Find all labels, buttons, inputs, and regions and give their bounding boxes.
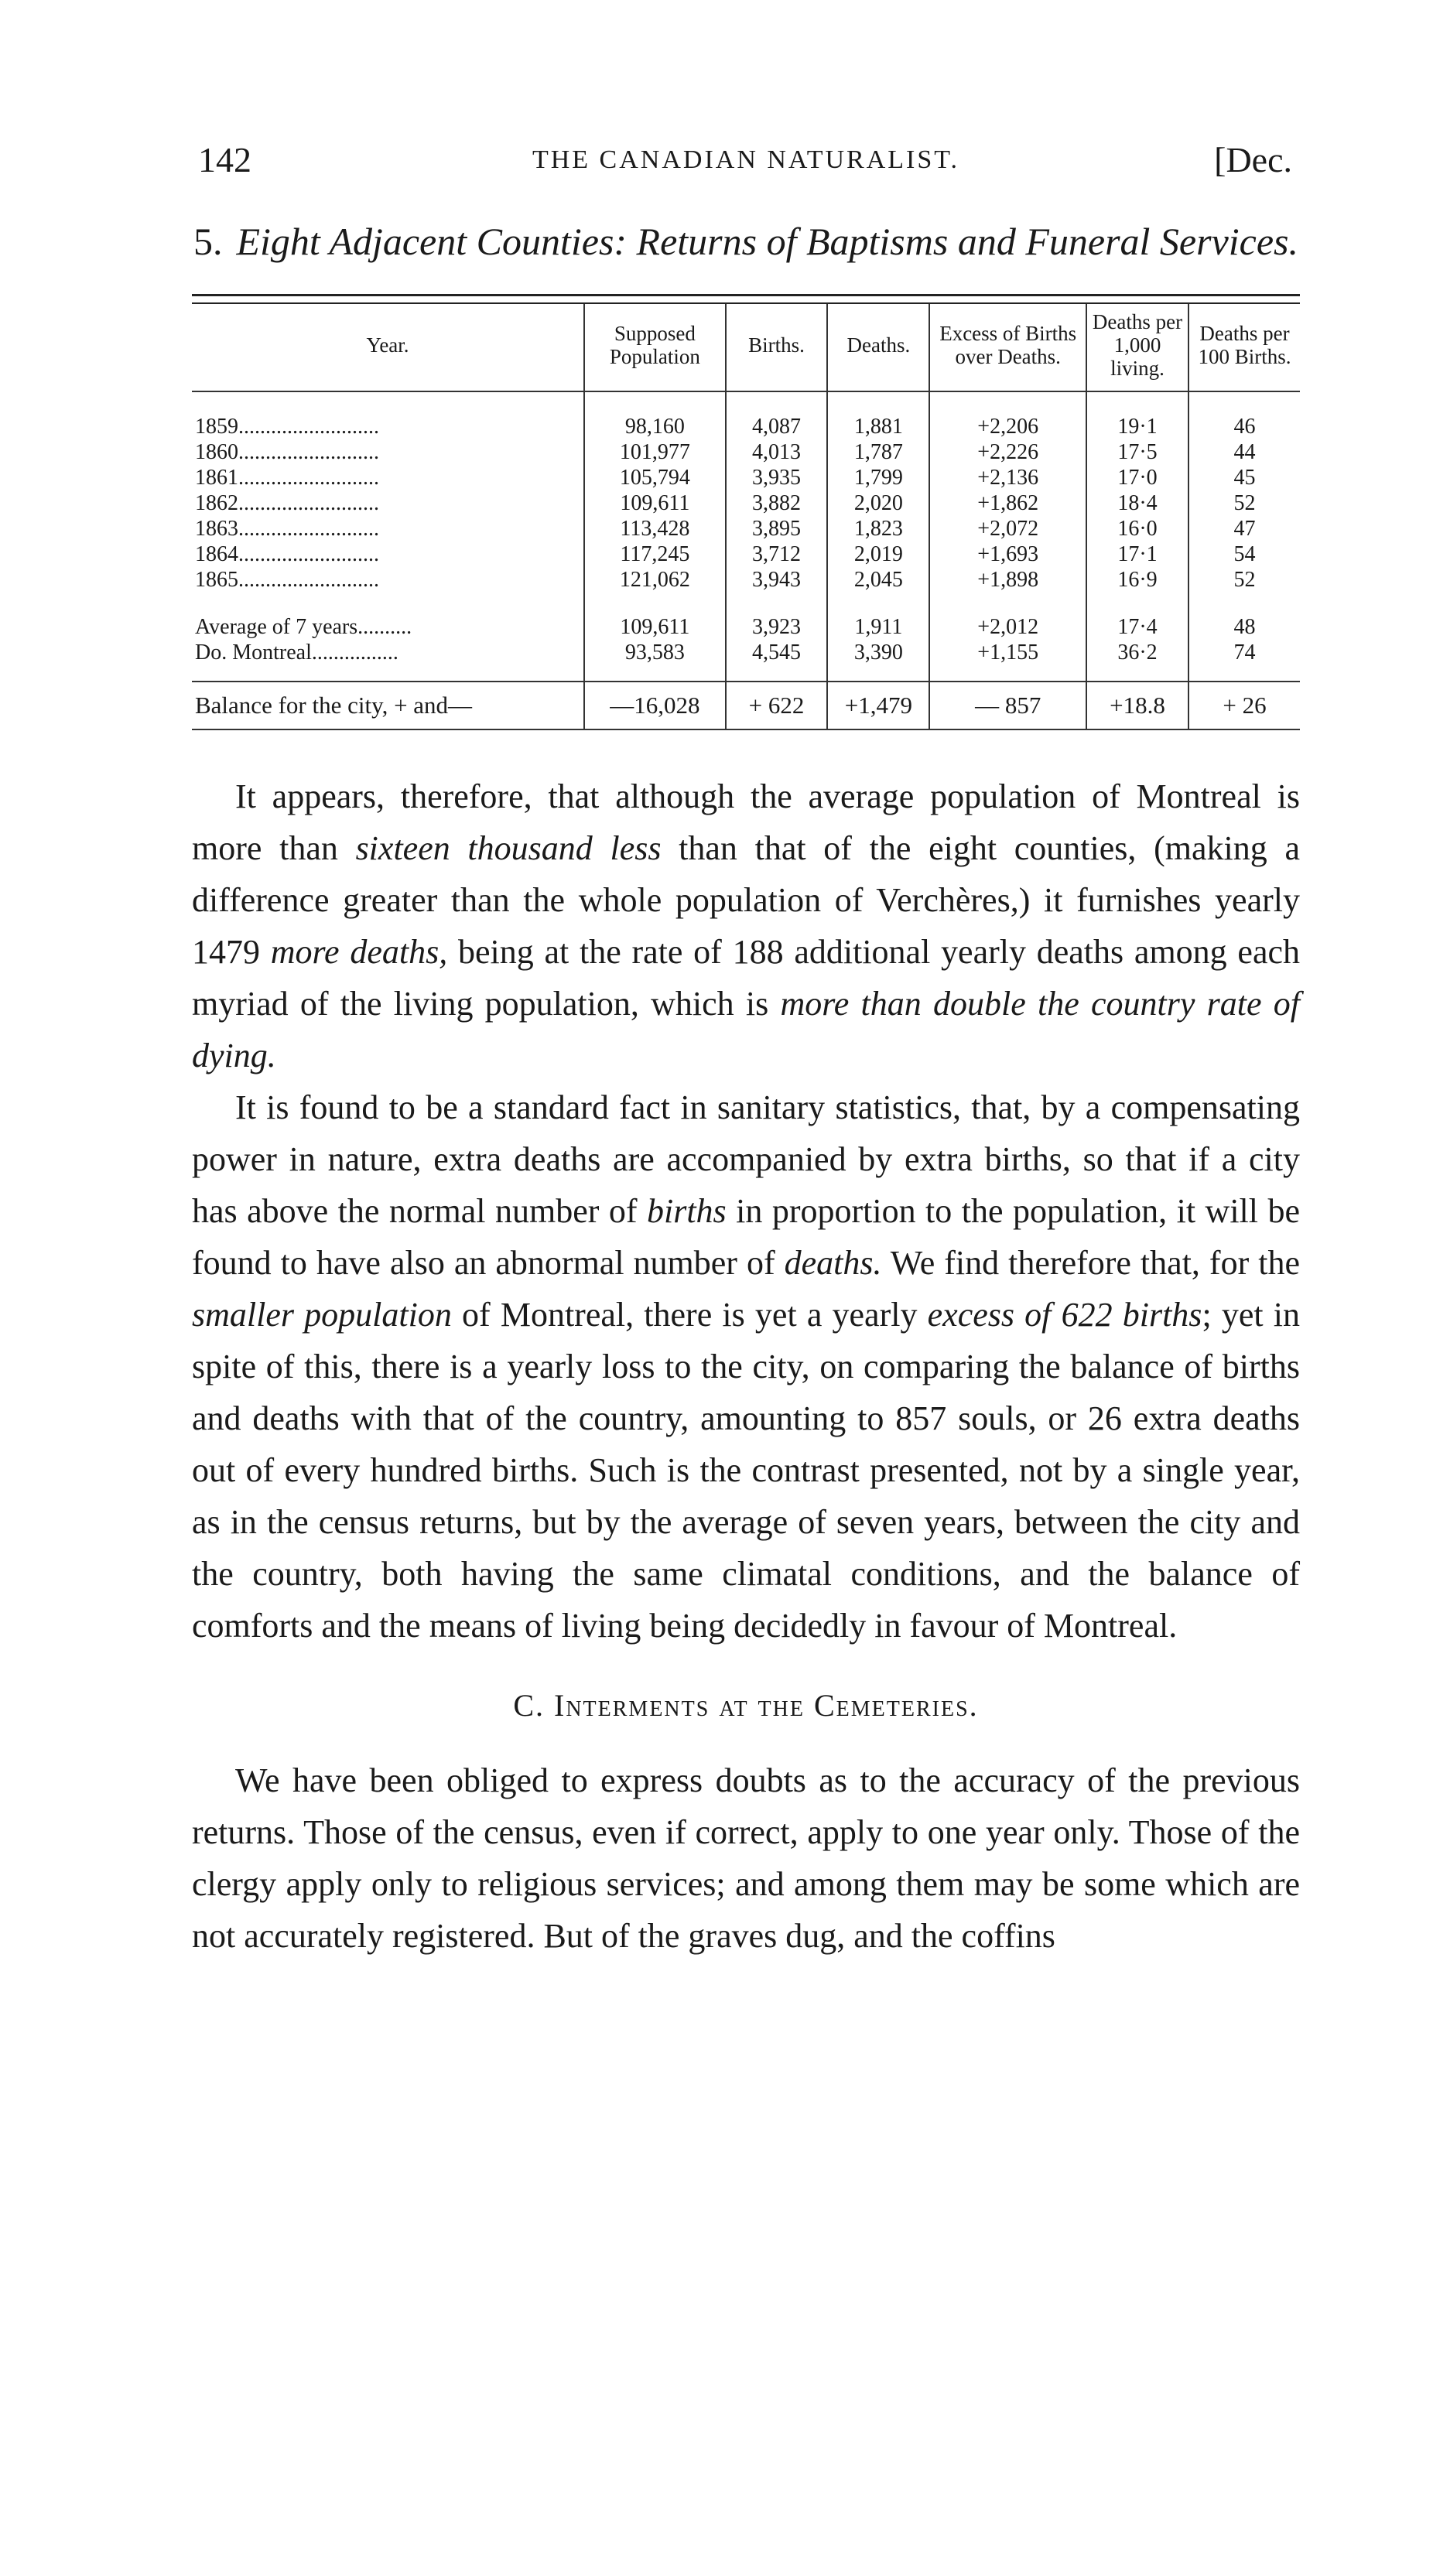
row-label: 1865..........................: [195, 568, 379, 592]
text-run: It is found to be a standard fact in sanitary statistics, that, by a compensating power in nature, extra deaths are accompanied by extra births, so that if a city has above the normal number of: [192, 1088, 1300, 1230]
cell-population: 109,611: [584, 490, 726, 516]
cell-per-births: 46: [1188, 414, 1300, 439]
text-run: ; yet in spite of this, there is a yearly loss to the city, on comparing the balance of births and deaths with that of the country, amounting to 857 souls, or 26 extra deaths out of every hundred births. Such is the contrast presented, not by a single year, as in the census returns, but by the average of seven years, between the city and the country, both having the same climatal conditions, and the balance of comforts and the means of living being decidedly in favour of Montreal.: [192, 1296, 1300, 1645]
row-label-text: 1861: [195, 466, 238, 490]
row-label-text: Balance for the city, + and—: [195, 692, 473, 719]
running-head: [192, 139, 1300, 193]
cell-excess: +1,155: [929, 640, 1086, 665]
cell-births: 4,087: [726, 414, 828, 439]
col-header-population: Supposed Population: [584, 304, 726, 391]
cell-per-living: 17·1: [1086, 542, 1188, 567]
section-mark: [Dec.: [1214, 140, 1292, 179]
table-row: [192, 465, 1300, 490]
cell-per-living: 36·2: [1086, 640, 1188, 665]
cell-deaths: 3,390: [827, 640, 929, 665]
row-label-text: 1862: [195, 491, 238, 515]
section-title-text: Eight Adjacent Counties: Returns of Baptisms and Funeral Services.: [236, 220, 1298, 263]
running-title: THE CANADIAN NATURALIST.: [532, 145, 960, 174]
table-row: [192, 516, 1300, 542]
section-number: 5.: [193, 220, 223, 263]
cell-population: 105,794: [584, 465, 726, 490]
cell-population: 113,428: [584, 516, 726, 542]
italic-run: excess of 622 births: [927, 1296, 1202, 1334]
cell-deaths: 1,881: [827, 414, 929, 439]
body-text: [192, 770, 1300, 1652]
cell-births: 3,895: [726, 516, 828, 542]
table-row: [192, 414, 1300, 439]
table-rule-top: [192, 294, 1300, 296]
cell-per-births: 48: [1188, 614, 1300, 640]
italic-run: smaller population: [192, 1296, 452, 1334]
body-text-continued: [192, 1754, 1300, 1962]
text-run: of Montreal, there is yet a yearly: [451, 1296, 928, 1334]
row-label: 1864..........................: [195, 542, 379, 566]
table-row: [192, 439, 1300, 465]
text-run: We have been obliged to express doubts as to the accuracy of the previous returns. Those of the census, even if correct, apply to one year only. Those of the clergy apply only to religious services; and among them may be some which are not accurately registered. But of the graves dug, and the coffins: [192, 1761, 1300, 1955]
cell-per-living: 18·4: [1086, 490, 1188, 516]
cell-deaths: 1,911: [827, 614, 929, 640]
italic-run: sixteen thousand less: [355, 829, 662, 867]
cell-per-living: 16·9: [1086, 567, 1188, 593]
page-number: 142: [198, 140, 251, 179]
table-spacer: [192, 593, 1300, 614]
row-label-text: 1865: [195, 568, 238, 592]
cell-excess: +1,898: [929, 567, 1086, 593]
row-label-text: 1863: [195, 517, 238, 541]
cell-per-births: 47: [1188, 516, 1300, 542]
cell-excess: +2,206: [929, 414, 1086, 439]
cell-per-births: 74: [1188, 640, 1300, 665]
row-label: 1859..........................: [195, 415, 379, 439]
col-header-deaths-per-births: Deaths per 100 Births.: [1188, 304, 1300, 391]
cell-deaths: 2,020: [827, 490, 929, 516]
cell-deaths: 2,019: [827, 542, 929, 567]
cell-population: 101,977: [584, 439, 726, 465]
cell-per-births: 44: [1188, 439, 1300, 465]
cell-births: 3,943: [726, 567, 828, 593]
page: [192, 139, 1300, 1962]
cell-per-living: 17·5: [1086, 439, 1188, 465]
cell-per-births: 54: [1188, 542, 1300, 567]
cell-per-living: +18.8: [1086, 682, 1188, 729]
table-row: [192, 490, 1300, 516]
cell-births: 3,923: [726, 614, 828, 640]
text-run: in proportion to the population, it will be found to have also an abnormal number of: [192, 1192, 1301, 1282]
cell-per-births: + 26: [1188, 682, 1300, 729]
text-run: being at the rate of 188 additional yearly deaths among each myriad of the living population, which is: [192, 933, 1301, 1023]
paragraph: [192, 1754, 1300, 1962]
cell-per-living: 19·1: [1086, 414, 1188, 439]
subheading: C. Interments at the Cemeteries.: [513, 1688, 979, 1723]
cell-excess: +1,693: [929, 542, 1086, 567]
cell-per-births: 45: [1188, 465, 1300, 490]
italic-run: more deaths,: [270, 933, 448, 971]
cell-deaths: 1,799: [827, 465, 929, 490]
cell-excess: +1,862: [929, 490, 1086, 516]
cell-excess: — 857: [929, 682, 1086, 729]
col-header-births: Births.: [726, 304, 828, 391]
cell-population: —16,028: [584, 682, 726, 729]
cell-excess: +2,012: [929, 614, 1086, 640]
col-header-excess: Excess of Births over Deaths.: [929, 304, 1086, 391]
italic-run: births: [646, 1192, 727, 1230]
cell-births: 4,013: [726, 439, 828, 465]
cell-deaths: 2,045: [827, 567, 929, 593]
paragraph: [192, 770, 1300, 1081]
paragraph: [192, 1081, 1300, 1652]
cell-per-living: 17·4: [1086, 614, 1188, 640]
cell-births: 3,882: [726, 490, 828, 516]
cell-population: 109,611: [584, 614, 726, 640]
row-label-text: 1859: [195, 415, 238, 439]
table-row-average: [192, 614, 1300, 640]
table-row-balance: [192, 682, 1300, 729]
table-body: [192, 391, 1300, 729]
text-run: than that of the eight counties, (making a difference greater than the whole population of Verchères,) it furnishes yearly 1479: [192, 829, 1300, 971]
cell-excess: +2,226: [929, 439, 1086, 465]
row-label: 1860..........................: [195, 440, 379, 464]
cell-per-living: 17·0: [1086, 465, 1188, 490]
col-header-deaths-per-living: Deaths per 1,000 living.: [1086, 304, 1188, 391]
row-label-text: 1860: [195, 440, 238, 464]
table-header-row: [192, 304, 1300, 391]
row-label-text: Average of 7 years: [195, 615, 358, 639]
italic-run: more than double the country rate of dying.: [192, 985, 1300, 1074]
row-label: [192, 682, 584, 729]
cell-population: 98,160: [584, 414, 726, 439]
row-label: 1861..........................: [195, 466, 379, 490]
cell-births: 3,712: [726, 542, 828, 567]
table-row: [192, 567, 1300, 593]
col-header-year: Year.: [192, 304, 584, 391]
table-spacer: [192, 391, 1300, 414]
row-label: 1862..........................: [195, 491, 379, 515]
row-label: Do. Montreal................: [195, 641, 398, 664]
section-title: [192, 217, 1300, 266]
italic-run: deaths.: [784, 1244, 882, 1282]
cell-per-births: 52: [1188, 490, 1300, 516]
cell-births: 3,935: [726, 465, 828, 490]
row-label-text: Do. Montreal: [195, 641, 312, 664]
cell-excess: +2,072: [929, 516, 1086, 542]
cell-per-births: 52: [1188, 567, 1300, 593]
cell-population: 93,583: [584, 640, 726, 665]
cell-population: 117,245: [584, 542, 726, 567]
cell-excess: +2,136: [929, 465, 1086, 490]
cell-births: 4,545: [726, 640, 828, 665]
table-spacer: [192, 665, 1300, 682]
statistics-table: [192, 304, 1300, 730]
cell-deaths: 1,787: [827, 439, 929, 465]
cell-deaths: 1,823: [827, 516, 929, 542]
table-row-average: [192, 640, 1300, 665]
table-row: [192, 542, 1300, 567]
text-run: We find therefore that, for the: [881, 1244, 1300, 1282]
col-header-deaths: Deaths.: [827, 304, 929, 391]
text-run: It appears, therefore, that although the average population of Montreal is more than: [192, 777, 1300, 867]
cell-deaths: +1,479: [827, 682, 929, 729]
cell-per-living: 16·0: [1086, 516, 1188, 542]
row-label: Average of 7 years..........: [195, 615, 412, 639]
row-label-text: 1864: [195, 542, 238, 566]
cell-births: + 622: [726, 682, 828, 729]
cell-population: 121,062: [584, 567, 726, 593]
row-label: 1863..........................: [195, 517, 379, 541]
